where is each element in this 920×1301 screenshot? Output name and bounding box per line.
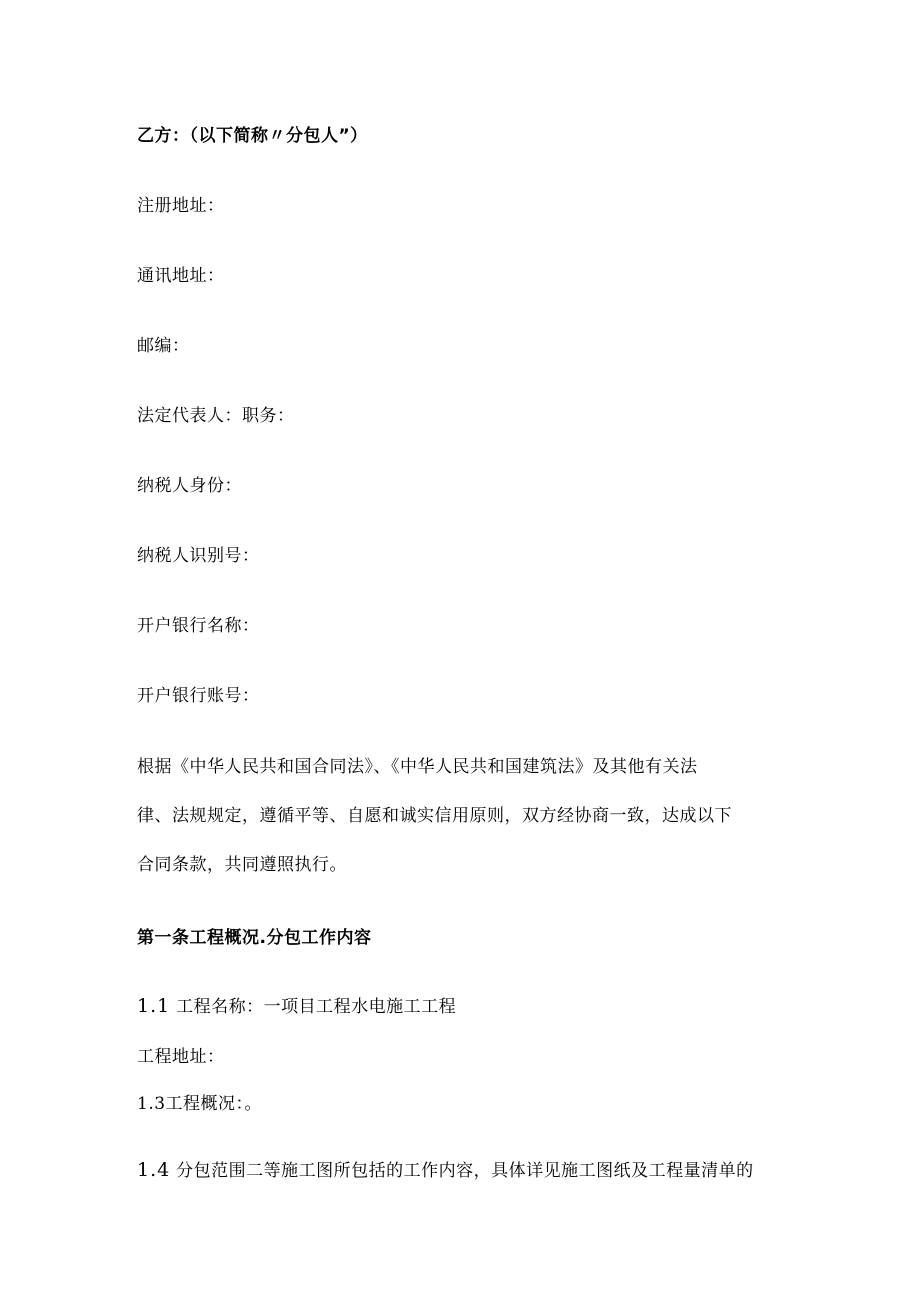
item-1-1 [137, 994, 456, 1019]
registered-address-label: 注册地址： [137, 196, 225, 216]
item-1-1-number: 1.1 [137, 995, 171, 1017]
item-1-4 [137, 1158, 754, 1183]
preamble-line-1: 根据《中华人民共和国合同法》、《中华人民共和国建筑法》及其他有关法 [137, 757, 698, 777]
postal-code-label: 邮编： [137, 336, 190, 356]
taxpayer-status-label: 纳税人身份： [137, 476, 242, 496]
party-b-heading: 乙方：（以下简称〃分包人”） [137, 126, 368, 146]
bank-name-label: 开户银行名称： [137, 616, 260, 636]
taxpayer-id-label: 纳税人识别号： [137, 546, 260, 566]
item-1-4-number: 1.4 [137, 1159, 171, 1181]
item-1-1-text: 工程名称：一项目工程水电施工工程 [176, 997, 457, 1017]
item-1-3 [137, 1092, 262, 1116]
project-address-label: 工程地址： [137, 1047, 225, 1067]
item-1-3-number: 1.3 [137, 1094, 166, 1114]
item-1-4-text: 分包范围二等施工图所包括的工作内容，具体详见施工图纸及工程量清单的 [176, 1161, 754, 1181]
bank-account-label: 开户银行账号： [137, 686, 260, 706]
preamble-line-2: 律、法规规定，遵循平等、自愿和诚实信用原则，双方经协商一致，达成以下 [137, 806, 732, 826]
mailing-address-label: 通讯地址： [137, 266, 225, 286]
preamble-line-3: 合同条款，共同遵照执行。 [137, 855, 347, 875]
legal-representative-label: 法定代表人：职务： [137, 406, 295, 426]
article-1-heading: 第一条工程概况.分包工作内容 [137, 928, 372, 948]
item-1-3-text: 工程概况：。 [165, 1094, 263, 1114]
